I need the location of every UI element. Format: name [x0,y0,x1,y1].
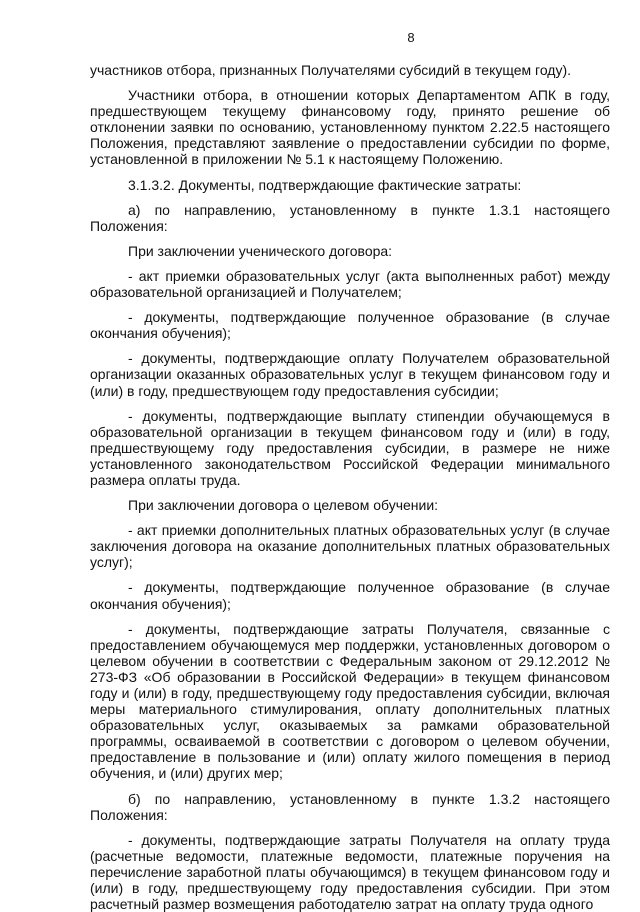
paragraph: участников отбора, признанных Получателями субсидий в текущем году). [90,62,572,78]
page-number: 8 [407,30,415,45]
paragraph: а) по направлению, установленному в пункте 1.3.1 настоящего Положения: [90,201,610,234]
paragraph: Участники отбора, в отношении которых Департаментом АПК в году, предшествующем текущему финансовому году, принято решение об отклонении заявки по основанию, установленному пунктом 2.22.5 настоящего Положения, представляют заявление о предоставлении субсидии по форме, установленной в приложении № 5.1 к настоящему Положению. [90,87,610,168]
paragraph: - акт приемки образовательных услуг (акта выполненных работ) между образовательной организацией и Получателем; [90,267,610,301]
paragraph: - документы, подтверждающие оплату Получателем образовательной организации оказанных образовательных услуг в текущем финансовом году и (или) в году, предшествующем году предоставления субсидии; [90,350,610,399]
paragraph: - документы, подтверждающие полученное образование (в случае окончания обучения); [90,309,610,342]
paragraph: - документы, подтверждающие выплату стипендии обучающемуся в образовательной организации в текущем финансовом году и (или) в году, предшествующему году предоставления субсидии, в размере не ниже установленного законодательством Российской Федерации минимального размера оплаты труда. [90,407,610,488]
paragraph: - документы, подтверждающие полученное образование (в случае окончания обучения); [90,579,610,612]
paragraph: - акт приемки дополнительных платных образовательных услуг (в случае заключения договора на оказание дополнительных платных образовательных услуг); [90,522,610,571]
paragraph: - документы, подтверждающие затраты Получателя, связанные с предоставлением обучающемуся мер поддержки, установленных договором о целевом обучении в соответствии с Федеральным законом от 29.12.2012 № 273-ФЗ «Об образовании в Российской Федерации» в текущем финансовом году и (или) в году, предшествующему году предоставления субсидии, включая меры материального стимулирования, оплату дополнительных платных образовательных услуг, оказываемых за рамками образовательной программы, осваиваемой в соответствии с договором о целевом обучении, предоставление в пользование и (или) оплату жилого помещения в период обучения, и (или) других мер; [90,620,610,782]
paragraph: - документы, подтверждающие затраты Получателя на оплату труда (расчетные ведомости, платежные ведомости, платежные поручения на перечисление заработной платы обучающимся) в текущем финансовом году и (или) в году, предшествующему году предоставления субсидии. При этом расчетный размер возмещения работодателю затрат на оплату труда одного [90,831,610,912]
document-body [90,62,610,912]
paragraph: б) по направлению, установленному в пункте 1.3.2 настоящего Положения: [90,790,610,823]
paragraph: 3.1.3.2. Документы, подтверждающие фактические затраты: [128,176,522,193]
paragraph: При заключении договора о целевом обучении: [128,497,439,514]
paragraph: При заключении ученического договора: [128,242,393,259]
